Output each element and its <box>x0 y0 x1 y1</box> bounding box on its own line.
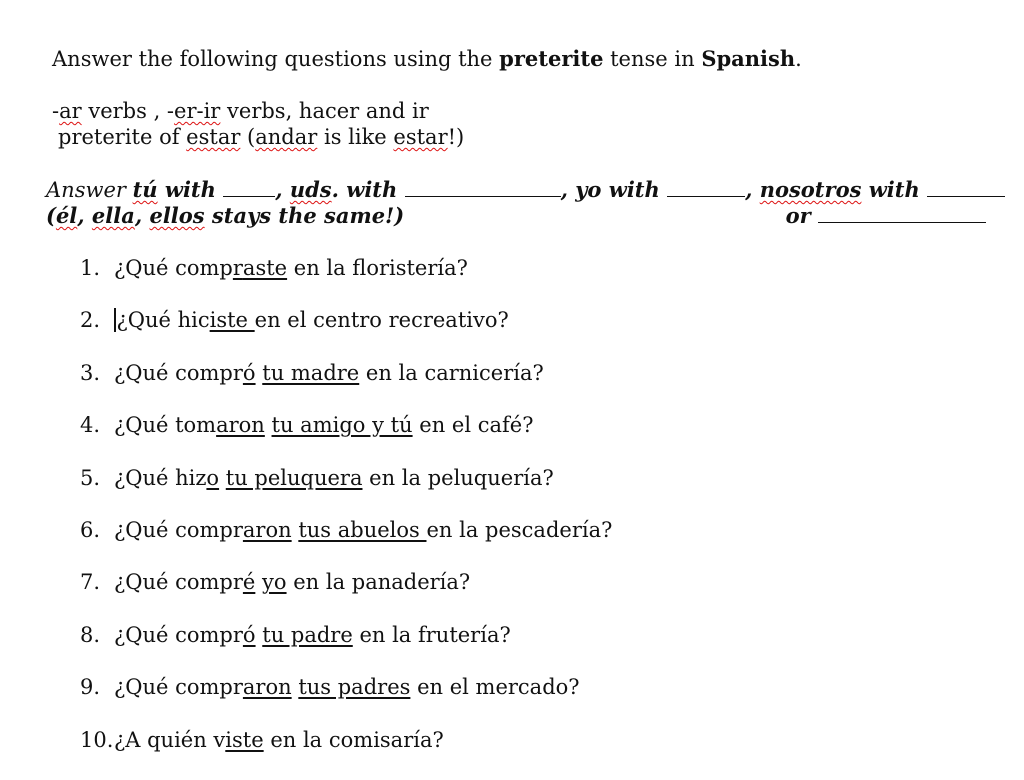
instructions-text: . <box>795 47 802 71</box>
question-number: 3. <box>80 360 101 385</box>
text: ¿Qué hic <box>116 308 210 333</box>
question-number: 1. <box>80 256 101 280</box>
underlined: tu madre <box>262 360 360 385</box>
question-number: 7. <box>80 570 101 595</box>
spell-flag: tú <box>132 177 158 202</box>
question-list <box>80 256 612 780</box>
spell-flag: ellos <box>149 203 205 228</box>
instructions-text: Answer the following questions using the <box>52 47 500 71</box>
underlined: tus abuelos <box>298 517 427 542</box>
text: ¿Qué compr <box>114 675 243 700</box>
text: en la comisaría? <box>263 727 444 752</box>
underlined: aron <box>242 675 292 700</box>
underlined: aron <box>242 517 292 542</box>
text: , <box>745 177 760 202</box>
text: . with <box>331 177 405 202</box>
text: with <box>157 177 224 202</box>
text: ¿Qué compr <box>114 360 243 385</box>
underlined: o <box>206 465 220 490</box>
question-item <box>80 308 612 360</box>
underlined: é <box>242 570 256 595</box>
text: , <box>275 177 290 202</box>
text: en la frutería? <box>352 622 511 647</box>
question-number: 10. <box>80 727 114 752</box>
question-number: 6. <box>80 517 101 542</box>
text: en la carnicería? <box>359 360 544 385</box>
instructions-spanish: Spanish <box>701 46 796 71</box>
question-number: 9. <box>80 675 101 700</box>
question-item <box>80 728 612 780</box>
text: en el café? <box>412 413 534 438</box>
underlined: r <box>232 256 243 280</box>
text: ¿Qué compr <box>114 517 243 542</box>
text: ¿Qué compr <box>114 570 243 595</box>
text: is like <box>317 125 394 149</box>
text: ¿Qué hiz <box>114 465 207 490</box>
text: ¿Qué compr <box>114 622 243 647</box>
text: ¿Qué comp <box>114 256 233 280</box>
underlined: tus padres <box>298 675 411 700</box>
underlined: aste <box>242 256 288 280</box>
underlined: tu padre <box>262 622 353 647</box>
text <box>265 413 272 437</box>
question-item <box>80 466 612 518</box>
text: en el centro recreativo? <box>254 308 509 333</box>
question-item <box>80 623 612 675</box>
answer-blank[interactable] <box>818 204 986 223</box>
text: en la peluquería? <box>362 465 554 490</box>
answer-blank[interactable] <box>223 178 275 197</box>
text: , <box>77 203 92 228</box>
spell-flag: estar <box>186 125 241 149</box>
underlined: iste <box>209 308 255 333</box>
text: en la floristería? <box>287 256 468 280</box>
text: with <box>861 177 928 202</box>
instructions-text: tense in <box>603 47 702 71</box>
text: !) <box>447 125 465 149</box>
instructions-preterite: preterite <box>499 46 604 71</box>
question-number: 5. <box>80 465 101 490</box>
text: stays the same!) <box>204 203 405 228</box>
answer-blank[interactable] <box>667 178 745 197</box>
stays-same-line <box>46 203 986 228</box>
text: verbs , - <box>81 99 175 123</box>
text: en el mercado? <box>410 675 580 700</box>
underlined: ó <box>242 360 256 385</box>
spell-flag: ella <box>91 203 135 228</box>
spell-flag: uds <box>289 177 332 202</box>
spell-flag: ar <box>59 99 82 123</box>
question-item <box>80 675 612 727</box>
spell-flag: andar <box>255 125 318 149</box>
verb-types-line-1 <box>52 99 429 123</box>
underlined: tu peluquera <box>225 465 363 490</box>
text: ( <box>240 125 256 149</box>
text: , <box>134 203 150 228</box>
text: ¿Qué tom <box>114 413 217 438</box>
question-item <box>80 570 612 622</box>
text: en la pescadería? <box>426 517 613 542</box>
or-label: or <box>785 203 818 228</box>
question-number: 4. <box>80 413 101 438</box>
answer-with-line <box>46 177 1005 202</box>
text: verbs, hacer and ir <box>220 99 429 123</box>
text-cursor <box>114 308 116 332</box>
text: Answer <box>46 178 133 202</box>
underlined: tu amigo y tú <box>271 413 413 438</box>
text: ( <box>46 203 56 228</box>
underlined: iste <box>225 727 264 752</box>
text: - <box>52 99 60 123</box>
text: , yo with <box>560 177 668 202</box>
instructions <box>52 46 802 71</box>
spell-flag: er-ir <box>174 99 221 123</box>
verb-types-line-2 <box>58 125 464 149</box>
answer-blank[interactable] <box>405 178 561 197</box>
spell-flag: nosotros <box>759 177 862 202</box>
question-item <box>80 518 612 570</box>
text: preterite of <box>58 125 187 149</box>
text: en la panadería? <box>286 570 471 595</box>
question-item <box>80 256 612 308</box>
text: ¿A quién v <box>114 727 226 752</box>
spell-flag: él <box>55 203 78 228</box>
question-number: 2. <box>80 308 101 333</box>
or-group <box>786 203 986 228</box>
spell-flag: estar <box>393 125 448 149</box>
underlined: ó <box>242 622 256 647</box>
underlined: yo <box>262 570 287 595</box>
text <box>219 466 226 490</box>
question-item <box>80 413 612 465</box>
answer-blank[interactable] <box>927 178 1005 197</box>
question-item <box>80 361 612 413</box>
underlined: aron <box>216 413 265 438</box>
question-number: 8. <box>80 622 101 647</box>
